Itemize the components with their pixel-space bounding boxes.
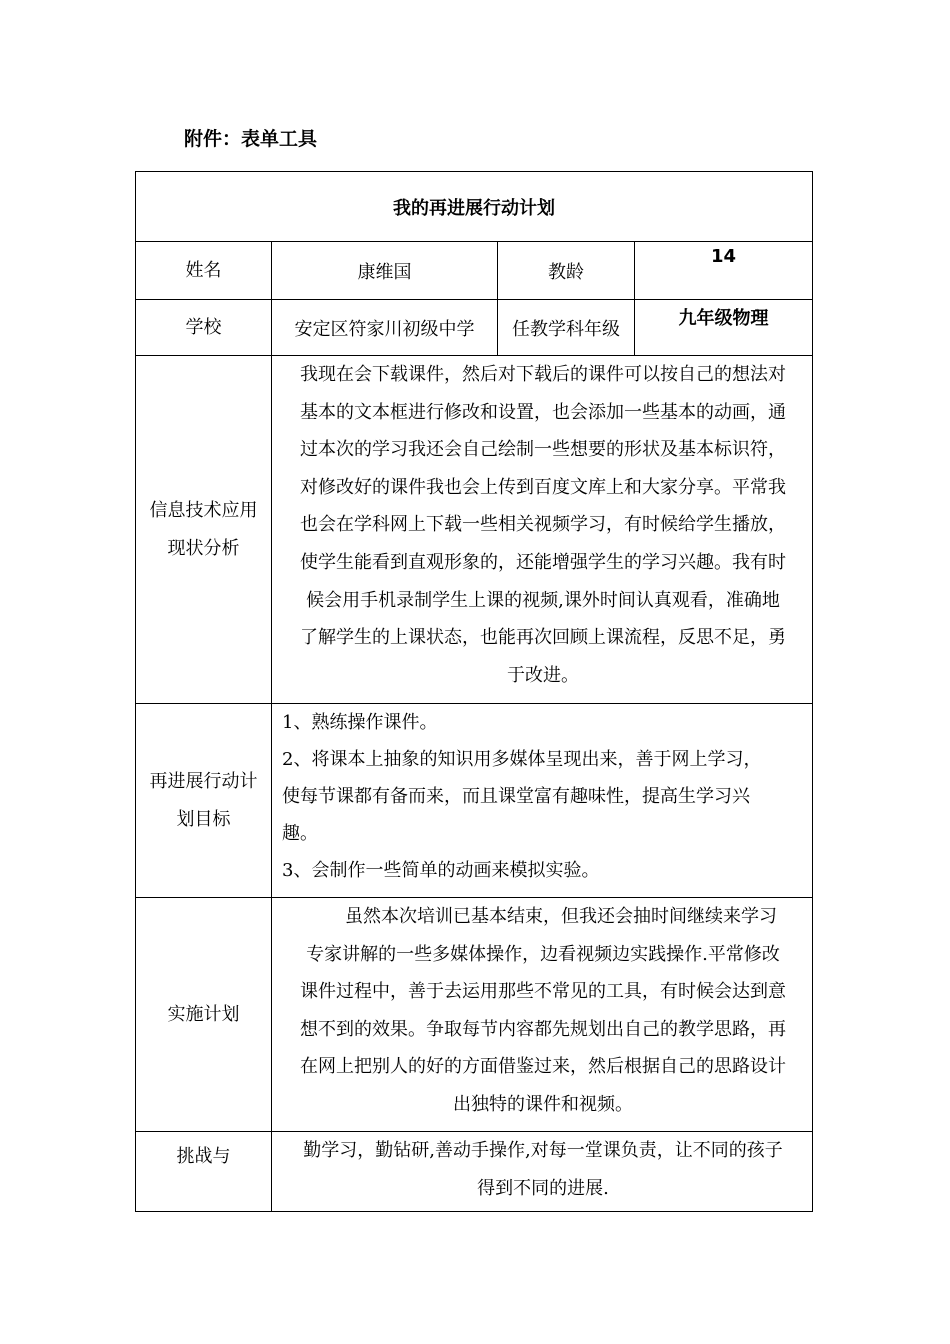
action-plan-form — [135, 171, 813, 1212]
it-status-label — [136, 356, 272, 704]
goals-label-line2: 划目标 — [176, 808, 231, 830]
it-status-text — [272, 356, 813, 704]
plan-line: 想不到的效果。争取每节内容都先规划出自己的教学思路，再 — [300, 1018, 786, 1040]
challenge-line: 勤学习，勤钻研,善动手操作,对每一堂课负责，让不同的孩子 — [303, 1140, 783, 1161]
form-title: 我的再进展行动计划 — [136, 172, 813, 242]
it-status-line: 我现在会下载课件，然后对下载后的课件可以按自己的想法对 — [300, 364, 786, 385]
goals-label-line1: 再进展行动计 — [149, 770, 258, 792]
it-status-label-line1: 信息技术应用 — [149, 499, 258, 521]
plan-line: 虽然本次培训已基本结束，但我还会抽时间继续来学习 — [309, 906, 777, 927]
school-label: 学校 — [136, 300, 272, 356]
it-status-line: 也会在学科网上下载一些相关视频学习，有时候给学生播放， — [300, 514, 786, 536]
teaching-years-value: 14 — [635, 242, 813, 300]
school-value: 安定区符家川初级中学 — [272, 300, 498, 356]
plan-line: 出独特的课件和视频。 — [453, 1093, 633, 1115]
it-status-label-line2: 现状分析 — [167, 537, 240, 559]
it-status-line: 候会用手机录制学生上课的视频,课外时间认真观看，准确地 — [306, 589, 780, 611]
plan-line: 在网上把别人的好的方面借鉴过来，然后根据自己的思路设计 — [300, 1056, 786, 1078]
challenge-text — [272, 1132, 813, 1212]
name-label: 姓名 — [136, 242, 272, 300]
it-status-line: 过本次的学习我还会自己绘制一些想要的形状及基本标识符， — [300, 439, 786, 461]
subject-grade-label: 任教学科年级 — [498, 300, 635, 356]
name-value: 康维国 — [272, 242, 498, 300]
goals-label — [136, 704, 272, 898]
it-status-line: 于改进。 — [507, 664, 579, 686]
plan-line: 课件过程中，善于去运用那些不常见的工具，有时候会达到意 — [300, 981, 786, 1003]
challenge-label: 挑战与 — [136, 1132, 272, 1212]
attachment-heading: 附件：表单工具 — [184, 128, 318, 150]
it-status-line: 对修改好的课件我也会上传到百度文库上和大家分享。平常我 — [300, 476, 786, 498]
it-status-line: 使学生能看到直观形象的，还能增强学生的学习兴趣。我有时 — [300, 551, 786, 573]
goal-line: 使每节课都有备而来，而且课堂富有趣味性，提高生学习兴 — [282, 786, 750, 807]
goal-line: 2、将课本上抽象的知识用多媒体呈现出来，善于网上学习， — [282, 749, 762, 770]
goal-line: 1、熟练操作课件。 — [282, 712, 438, 733]
challenge-line: 得到不同的进展. — [477, 1177, 609, 1199]
goal-line: 趣。 — [282, 823, 318, 844]
it-status-line: 了解学生的上课状态，也能再次回顾上课流程，反思不足，勇 — [300, 627, 786, 649]
plan-line: 专家讲解的一些多媒体操作，边看视频边实践操作.平常修改 — [306, 943, 780, 965]
goal-line: 3、会制作一些简单的动画来模拟实验。 — [282, 860, 600, 881]
it-status-line: 基本的文本框进行修改和设置，也会添加一些基本的动画，通 — [300, 401, 786, 423]
plan-text — [272, 898, 813, 1132]
subject-grade-value: 九年级物理 — [635, 300, 813, 356]
goals-text — [272, 704, 813, 898]
plan-label: 实施计划 — [136, 898, 272, 1132]
teaching-years-label: 教龄 — [498, 242, 635, 300]
